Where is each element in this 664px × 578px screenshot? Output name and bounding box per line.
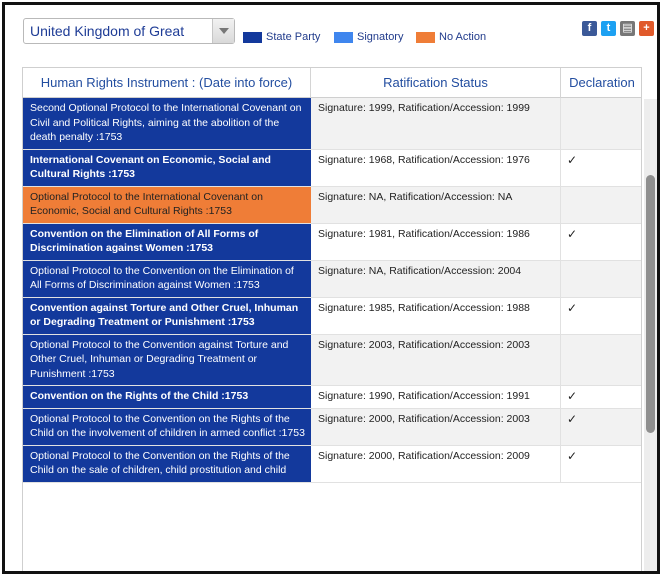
legend-label: Signatory — [357, 31, 404, 43]
table-row — [23, 409, 642, 446]
declaration-cell: ✓ — [567, 448, 578, 463]
instrument-cell: Convention on the Elimination of All Forms of Discrimination against Women :1753 — [23, 224, 311, 260]
country-select[interactable] — [23, 18, 235, 44]
instrument-cell: Optional Protocol to the Convention against Torture and Other Cruel, Inhuman or Degrading Treatment or Punishment :1753 — [23, 335, 311, 386]
table-row — [23, 335, 642, 387]
legend-no-action — [416, 30, 486, 44]
table-body — [23, 98, 642, 483]
legend-label: No Action — [439, 31, 487, 43]
table-row — [23, 98, 642, 150]
table-row — [23, 150, 642, 187]
declaration-cell: ✓ — [567, 389, 578, 403]
table-row — [23, 386, 642, 409]
instrument-cell: Optional Protocol to the Convention on the Rights of the Child on the involvement of children in armed conflict :1753 — [23, 409, 311, 445]
ratification-status-cell: Signature: 2000, Ratification/Accession: 2009 — [311, 446, 561, 482]
table-row — [23, 187, 642, 224]
twitter-icon[interactable]: t — [601, 21, 616, 36]
scrollbar-track[interactable] — [644, 99, 657, 573]
legend-state-party — [243, 30, 320, 44]
declaration-cell: ✓ — [567, 300, 578, 315]
header-declaration: Declaration — [569, 75, 635, 90]
legend-swatch-state-party — [243, 32, 262, 43]
declaration-cell — [561, 335, 642, 386]
add-share-icon[interactable]: + — [639, 21, 654, 36]
instrument-cell: International Covenant on Economic, Social and Cultural Rights :1753 — [23, 150, 311, 186]
table-row — [23, 261, 642, 298]
ratification-status-cell: Signature: 2000, Ratification/Accession: 2003 — [311, 409, 561, 445]
instrument-cell: Optional Protocol to the Convention on the Elimination of All Forms of Discrimination against Women :1753 — [23, 261, 311, 297]
instruments-table — [22, 67, 642, 574]
legend-signatory — [334, 30, 403, 44]
header-ratification-status: Ratification Status — [311, 68, 561, 98]
ratification-status-cell: Signature: 1981, Ratification/Accession: 1986 — [311, 224, 561, 260]
instrument-cell: Optional Protocol to the Convention on the Rights of the Child on the sale of children, child prostitution and child — [23, 446, 311, 482]
declaration-cell: ✓ — [561, 409, 642, 445]
print-icon[interactable]: ▤ — [620, 21, 635, 36]
ratification-status-cell: Signature: 1999, Ratification/Accession: 1999 — [311, 98, 561, 149]
ratification-status-cell: Signature: 2003, Ratification/Accession: 2003 — [311, 335, 561, 386]
instrument-cell: Optional Protocol to the International Covenant on Economic, Social and Cultural Rights :1753 — [23, 187, 311, 223]
table-row — [23, 298, 642, 335]
legend-swatch-signatory — [334, 32, 353, 43]
ratification-status-cell: Signature: NA, Ratification/Accession: 2004 — [311, 261, 561, 297]
table-header — [23, 67, 642, 98]
declaration-cell — [561, 98, 642, 149]
header-instrument: Human Rights Instrument : (Date into force) — [23, 68, 311, 98]
legend-label: State Party — [266, 31, 321, 43]
legend-swatch-no-action — [416, 32, 435, 43]
instrument-cell: Convention on the Rights of the Child :1753 — [23, 386, 311, 408]
country-select-value: United Kingdom of Great — [30, 23, 185, 39]
declaration-cell: ✓ — [567, 226, 578, 241]
ratification-status-cell: Signature: NA, Ratification/Accession: NA — [311, 187, 561, 223]
declaration-cell — [561, 187, 642, 223]
instrument-cell: Convention against Torture and Other Cruel, Inhuman or Degrading Treatment or Punishment :1753 — [23, 298, 311, 334]
table-row — [23, 446, 642, 483]
chevron-down-icon[interactable] — [212, 19, 234, 43]
ratification-status-cell: Signature: 1990, Ratification/Accession: 1991 — [311, 386, 561, 408]
scrollbar-thumb[interactable] — [646, 175, 655, 433]
instrument-cell: Second Optional Protocol to the International Covenant on Civil and Political Rights, aiming at the abolition of the death penalty :1753 — [23, 98, 311, 149]
facebook-icon[interactable]: f — [582, 21, 597, 36]
declaration-cell: ✓ — [567, 152, 578, 167]
ratification-status-cell: Signature: 1985, Ratification/Accession: 1988 — [311, 298, 561, 334]
table-row — [23, 224, 642, 261]
ratification-status-cell: Signature: 1968, Ratification/Accession: 1976 — [311, 150, 561, 186]
page-frame — [2, 2, 660, 574]
declaration-cell — [561, 261, 642, 297]
